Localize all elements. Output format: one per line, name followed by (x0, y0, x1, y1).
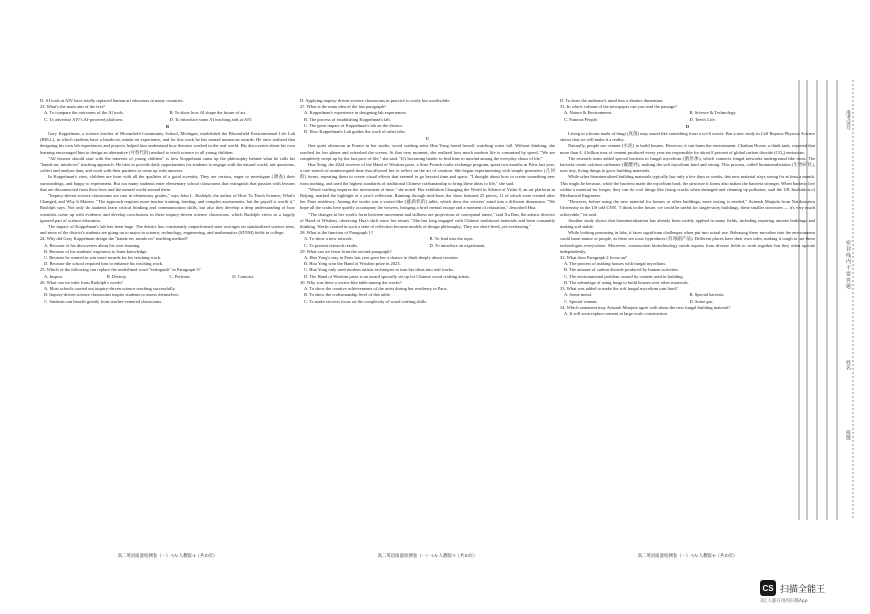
option: C. To make viewers focus on the complexity of wood crafting skills. (304, 298, 428, 304)
option: C. To present research results. (304, 242, 359, 248)
option: D. The Hand of Wisdom prize is an award specially set up for Chinese wood crafting artists. (304, 273, 471, 279)
option: B. Destroy. (106, 273, 128, 279)
option: D. To introduce some AI teaching aids at AIV. (169, 116, 253, 122)
text-line: D. To draw the audience's mind into a distinct dimension. (560, 98, 664, 103)
paragraph: "Inquiry-driven science classrooms are rare in elementary grades," says John L. Rudolph, the author of How To Teach Science; What's Changed, and Why It Matters. "The approach requires more teacher training, funding, and complex assessments, but the payoff is worth it," Rudolph says. Not only do students learn critical thinking and communication skills, but also they develop a deep understanding of how scientists come up with evidence and develop conclusions in these inquiry-driven science classrooms, which Rudolph views as a largely ignored part of science education. (40, 193, 295, 223)
paragraph: "All lessons should start with the interests of young children" is how Koppelman sums up the philosophy behind what he calls his "hands-on, minds-on" teaching approach. He tries to provide daily opportunities for students to engage with the natural world, ask questions, collect and analyze data, and work with their partners to come up with answers. (40, 155, 295, 174)
question-30: 30. Why was there a vortex-like table among the works? (300, 279, 402, 285)
option: C. To advertise AIV's AI-powered platform. (44, 116, 124, 122)
paragraph: In Koppelman's view, children are born with all the qualities of a good scientist; They are curious, eager to investigate (调查) their surroundings, and happy to experiment. But too many students enter elementary school classrooms that extinguish that passion with lessons that are disconnected from their lives and the natural world around them. (40, 174, 295, 192)
paragraph: "The changes in her work's form between movement and stillness are projections of conceptual intent," said Xu Dan, the artistic director of Hand of Wisdom, observing Hua's shift since her return. "She has long engaged with Chinese traditional materials and been constantly thinking. Works created in such a state of reflection become models of design philosophy; They are short-lived, yet everlasting." (300, 211, 555, 230)
page-footer: 高二英语质量检测卷（一）-1A-人教版-5（共10页） (377, 553, 478, 558)
option: D. To introduce an experiment. (429, 242, 486, 248)
section-heading-c: C (425, 136, 430, 142)
paragraph: "Wood crafting requires the investment of time," she noted. Her exhibition Changing the World in Silence at Yishu 8, an art platform in Beijing, marked the highlight of a year's reflection. Running through mid-June, the show featured 25 pieces, 11 of which were created after her Paris residency. Among the works was a vortex-like (漩涡状的) table, which drew the viewers' mind into a different dimension. "We hope all the crafts here quietly accompany the viewers, bringing a brief mental escape and a moment of relaxation," described Hua. (300, 186, 555, 211)
q28-options-row-2 (304, 243, 555, 249)
option: A. Because of his discoveries about his own learning. (44, 242, 141, 248)
page-footer: 高二英语质量检测卷（一）-1A-人教版-6（共10页） (637, 553, 738, 558)
paragraph: While other biomineralized building materials typically last only a few days or weeks, this new material stays strong for at least a month. This might be because, while the bacteria made the mycelium hard, the structure it forms also makes the bacteria stronger. When bacteria live within a material for longer, they can do cool things like fixing cracks when damaged and cleaning up pollution, said the UK Institution of Mechanical Engineers. (560, 174, 815, 199)
section-heading-b: B (165, 123, 169, 129)
option: A. Some metal. (564, 292, 592, 298)
scanner-watermark (760, 580, 826, 604)
question-29: 29. What can we learn from the second paragraph? (300, 248, 392, 254)
question-31: 31. In which column of the newspaper can you read the passage? (560, 104, 677, 110)
option: A. To compare the outcomes of the AI tools. (44, 110, 124, 116)
q23-options-row-2 (44, 117, 295, 123)
question-23: 23. What's the main aim of the text? (40, 104, 105, 110)
paragraph: One quiet afternoon in France in her studio, wood crafting artist Hua Yong found herself watching water fall. Without thinking, she reached for her phone and refreshed the screen. At that very moment, she realized how much modern life is consumed by speed. "We are completely swept up by the fast pace of life," she said. "It's becoming harder to find time to unwind among the everyday chaos of life." (300, 143, 555, 161)
option: B. To show how AI shape the future of art. (169, 110, 247, 116)
paragraph: "However, before using the new material for houses or other buildings, more testing is needed," Avinash Manjula from Northeastern University in the US told CNN. "I think in the future, we could be useful for single-story buildings, these smaller structures — it's very much achievable," he said. (560, 199, 815, 217)
option: B. Science & Technology. (689, 110, 737, 116)
option: C. The environmental problem caused by cement used in building. (564, 273, 684, 279)
paragraph: Hua Yong, the 2024 receiver of the Hand of Wisdom prize, a Sino-French crafts exchange program, spent two months in Paris last year, a rare stretch of uninterrupted time that allowed her to reflect on the art of creation. She began experimenting with simple geometric (几何的) forms, repeating them to create visual effects that seemed to go beyond time and space. "I thought about how to create something new from nothing, and used the highest standards of traditional Chinese craftsmanship to bring these ideas to life," she said. (300, 162, 555, 186)
option: D. Some gas. (689, 298, 714, 304)
option: A. Inspire. (44, 273, 64, 279)
question-24: 24. Why did Gary Koppelman design the "hands-on, minds-on" teaching method? (40, 236, 188, 242)
option: D. Teen's Life. (689, 116, 716, 122)
question-32: 32. What does Paragraph 2 focus on? (560, 255, 628, 261)
paragraph: Gary Koppelman, a science teacher of Bloomfield Community School, Michigan, established the Bloomfield Environmental Life Lab (BELL), in which students have a hands-on, minds-on experience, and for this work he has earned numerous awards. He once realized that designing his own lab experiences and projects helped him understand how theories worked in the real world. His discoveries about his own learning encouraged him to design an alternative (可替代的) method to teach science to all young children. (40, 131, 295, 155)
q25-options (44, 274, 295, 280)
option: B. To lead into the topic. (429, 236, 474, 242)
binding-margin (793, 80, 863, 520)
option: A. Hua Yong's stay in Paris last year gave her a chance to think deeply about creation. (304, 255, 459, 261)
question-28: 28. What is the function of Paragraph 1? (300, 230, 373, 236)
paragraph: Naturally, people use cement (水泥) to build houses. However, it can harm the environment. Chathan Hoose, a think tank, reported that more than 4. 4 billion tons of cement produced every year are responsible for about 8 percent of global carbon dioxide (CO₂) emissions. (560, 143, 815, 155)
option: D. The advantage of using fungi to build houses over other materials. (564, 279, 689, 285)
option: C. The great impact of Koppelman's lab on the district. (304, 122, 403, 128)
option: D. Because the school required him to enhance his teaching work. (44, 261, 163, 267)
q33-options-row-2 (564, 299, 815, 305)
option: A. It will soon replace cement in large-scale construction. (564, 310, 668, 316)
question-25: 25. Which of the following can replace the underlined word "extinguish" in Paragraph 3? (40, 267, 201, 273)
option: D. How Koppelman's Lab guides the work of other labs. (304, 129, 406, 135)
option: C. Famous People. (564, 116, 599, 122)
option: A. Koppelman's experience in designing lab experiences. (304, 110, 408, 116)
option: C. Hua Yong only used modern artistic techniques to turn her ideas into real works. (304, 267, 454, 273)
option: C. Because he wanted to win more awards for his teaching work. (44, 255, 162, 261)
text-line: D. AI tools at AIV have totally replaced human art educators in many countries. (40, 98, 184, 103)
paragraph: The research team added special bacteria to fungal mycelium (菌丝体), which connects fungal networks underground like roots. The bacteria create calcium carbonate (碳酸钙), making the soft mycelium hard and strong. This process, called biomineralization (生物矿化), uses tiny, living things to grow building materials. (560, 155, 815, 174)
scanner-tagline: 3亿人都在用的扫描App (760, 599, 808, 604)
q31-options-row-2 (564, 117, 815, 123)
option: A. To show a new artwork. (304, 236, 353, 242)
text-line: D. Applying inquiry-driven science classrooms in practice is costly but worthwhile. (300, 98, 451, 103)
question-34: 34. Which statement may Avinash Manjula agree with about the new fungal building material? (560, 304, 731, 310)
option: C. Perform. (169, 273, 191, 279)
option: B. To show the craftsmanship level of this table. (304, 292, 391, 298)
binding-lines (793, 80, 863, 520)
margin-label-name: 姓名 (845, 360, 850, 370)
section-heading-d: D (685, 123, 690, 129)
paragraph: While looking promising in labs, it faces significant challenges when put into actual use. Releasing these microbes into the environment could harm nature or people, as there are toxic byproducts (有毒副产品). Different places have their own rules, making it tough to use these technologies everywhere. Moreover, construction biotechnology needs experts from diverse fields to work together but they often operate independently. (560, 230, 815, 254)
option: B. Inquiry-driven science classrooms inspire students to assess themselves. (44, 292, 180, 298)
column-3 (560, 98, 815, 317)
option: B. Because of his students' eagerness to learn knowledge. (44, 248, 148, 254)
option: A. To show the creative achievements of the artist during her residency in Paris. (304, 286, 448, 292)
question-27: 27. What is the main idea of the last paragraph? (300, 104, 386, 110)
option: A. The process of making houses with fungal mycelium. (564, 261, 666, 267)
cs-logo-icon: CS (760, 580, 776, 596)
paragraph: The impact of Koppelman's lab has been huge. The district has consistently outperformed state averages on standardized science tests, and more of the district's students are going on to major in science, technology, engineering, and mathematics (STEM) fields in college. (40, 224, 295, 236)
question-26: 26. What can we infer from Rudolph's words? (40, 279, 123, 285)
margin-label-class: 班级 (845, 430, 850, 440)
margin-seal-note: 密 封 线 内 不 要 答 题 (845, 240, 850, 289)
option: B. Hua Yong won the Hand of Wisdom prize in 2023. (304, 261, 401, 267)
option: A. Most schools carried out inquiry-driven science teaching successfully. (44, 286, 176, 292)
paragraph: Living in a house made of fungi (真菌) may sound like something from a sci-fi movie. But a new study in Cell Reports Physical Science shows that we will make it a reality. (560, 131, 815, 143)
margin-label-exam-number: 准考证号 (845, 110, 850, 130)
option: B. The amount of carbon dioxide produced by human activities. (564, 267, 680, 273)
scanner-brand: 扫描全能王 (780, 584, 826, 595)
column-1 (40, 98, 295, 305)
option: A. Nature & Environment. (564, 110, 613, 116)
option: B. Special bacteria. (689, 292, 725, 298)
page-footer: 高二英语质量检测卷（一）-1A-人教版-4（共10页） (117, 553, 218, 558)
option: B. The process of establishing Koppelman's lab. (304, 116, 391, 122)
column-2 (300, 98, 555, 305)
paragraph: Another study shows that biomineralization has already been widely applied in many fields, including repairing ancient buildings and making soil stable. (560, 217, 815, 230)
question-33: 33. What was added to make the soft fungal mycelium turn hard? (560, 286, 678, 292)
option: D. Contrast. (232, 273, 255, 279)
option: C. Students can benefit greatly from teacher-centered classrooms. (44, 298, 163, 304)
option: C. Special cement. (564, 298, 598, 304)
